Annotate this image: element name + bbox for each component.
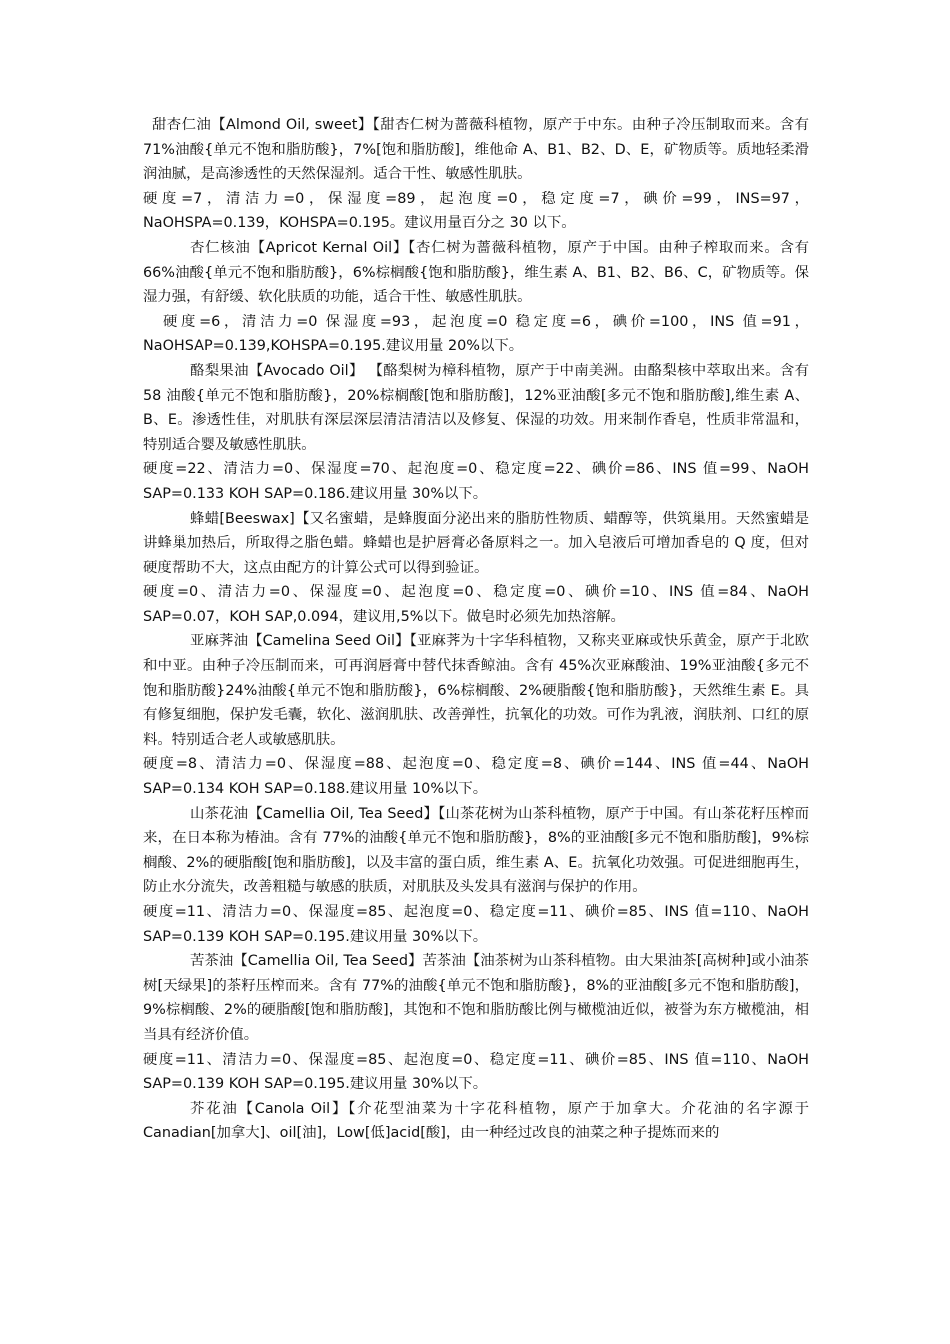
entry-beeswax	[143, 507, 809, 630]
entry-camelina-seed-oil	[143, 629, 809, 801]
entry-description: 山茶花油【Camellia Oil, Tea Seed】【山茶花树为山茶科植物，原产于中国。有山茶花籽压榨而来，在日本称为椿油。含有 77%的油酸{单元不饱和脂肪酸}，8%的亚油酸[多元不饱和脂肪酸]，9%棕榈酸、2%的硬脂酸[饱和脂肪酸]，以及丰富的蛋白质，维生素 A、E。抗氧化功效强。可促进细胞再生，防止水分流失，改善粗糙与敏感的肤质，对肌肤及头发具有滋润与保护的作用。	[143, 805, 809, 896]
entry-description: 甜杏仁油【Almond Oil, sweet】【甜杏仁树为蔷薇科植物，原产于中东。由种子冷压制取而来。含有 71%油酸{单元不饱和脂肪酸}，7%[饱和脂肪酸]，维他命 A、B1、B2、D、E，矿物质等。质地轻柔滑润油腻，是高渗透性的天然保湿剂。适合干性、敏感性肌肤。	[143, 117, 809, 183]
entry-properties: 硬度=0、清洁力=0、保湿度=0、起泡度=0、稳定度=0、碘价=10、INS 值=84、NaOH SAP=0.07，KOH SAP,0.094，建议用,5%以下。做皂时必须先加热溶解。	[143, 584, 809, 625]
entry-camellia-oil	[143, 802, 809, 950]
entry-description: 杏仁核油【Apricot Kernal Oil】【杏仁树为蔷薇科植物，原产于中国。由种子榨取而来。含有 66%油酸{单元不饱和脂肪酸}，6%棕榈酸{饱和脂肪酸}，维生素 A、B1、B2、B6、C，矿物质等。保湿力强，有舒缓、软化肤质的功能，适合干性、敏感性肌肤。	[143, 239, 809, 306]
entry-tea-seed-oil	[143, 949, 809, 1097]
entry-apricot-kernel-oil	[143, 236, 809, 359]
entry-properties: 硬度=7，清洁力=0，保湿度=89，起泡度=0，稳定度=7，碘价=99，INS=97，NaOHSPA=0.139，KOHSPA=0.195。建议用量百分之 30 以下。	[143, 190, 809, 232]
entry-properties: 硬度=22、清洁力=0、保湿度=70、起泡度=0、稳定度=22、碘价=86、INS 值=99、NaOH SAP=0.133 KOH SAP=0.186.建议用量 30%以下。	[143, 461, 809, 502]
entry-canola-oil	[143, 1097, 809, 1146]
entry-description: 苦茶油【Camellia Oil, Tea Seed】苦茶油【油茶树为山茶科植物。由大果油茶[高树种]或小油茶树[天绿果]的茶籽压榨而来。含有 77%的油酸{单元不饱和脂肪酸}，8%的亚油酸[多元不饱和脂肪酸]，9%棕榈酸、2%的硬脂酸[饱和脂肪酸]，其饱和不饱和脂肪酸比例与橄榄油近似，被誉为东方橄榄油，相当具有经济价值。	[143, 953, 809, 1043]
entry-almond-oil	[143, 113, 809, 236]
document-body	[143, 113, 809, 1146]
entry-description: 亚麻荠油【Camelina Seed Oil】【亚麻荠为十字华科植物，又称夹亚麻或快乐黄金，原产于北欧和中亚。由种子冷压制而来，可再润唇膏中替代抹香鲸油。含有 45%次亚麻酸油、19%亚油酸{多元不饱和脂肪酸}24%油酸{单元不饱和脂肪酸}，6%棕榈酸、2%硬脂酸{饱和脂肪酸}，天然维生素 E。具有修复细胞，保护发毛囊，软化、滋润肌肤、改善弹性，抗氧化的功效。可作为乳液，润肤剂、口红的原料。特别适合老人或敏感肌肤。	[143, 633, 809, 748]
entry-properties: 硬度=11、清洁力=0、保湿度=85、起泡度=0、稳定度=11、碘价=85、INS 值=110、NaOH SAP=0.139 KOH SAP=0.195.建议用量 30%以下。	[143, 904, 809, 945]
entry-properties: 硬度=8、清洁力=0、保湿度=88、起泡度=0、稳定度=8、碘价=144、INS 值=44、NaOH SAP=0.134 KOH SAP=0.188.建议用量 10%以下。	[143, 756, 809, 798]
entry-description: 芥花油【Canola Oil】【介花型油菜为十字花科植物，原产于加拿大。介花油的名字源于 Canadian[加拿大]、oil[油]，Low[低]acid[酸]，由一种经过改良的油菜之种子提炼而来的	[143, 1100, 809, 1142]
entry-description: 酪梨果油【Avocado Oil】 【酪梨树为樟科植物，原产于中南美洲。由酪梨核中萃取出来。含有 58 油酸{单元不饱和脂肪酸}，20%棕榈酸[饱和脂肪酸]，12%亚油酸[多元不饱和脂肪酸],维生素 A、B、E。渗透性佳，对肌肤有深层深层清洁清洁以及修复、保湿的功效。用来制作香皂，性质非常温和，特别适合婴及敏感性肌肤。	[143, 362, 809, 453]
entry-properties: 硬度=6，清洁力=0 保湿度=93，起泡度=0 稳定度=6，碘价=100，INS 值=91，NaOHSAP=0.139,KOHSPA=0.195.建议用量 20%以下。	[143, 313, 809, 355]
entry-properties: 硬度=11、清洁力=0、保湿度=85、起泡度=0、稳定度=11、碘价=85、INS 值=110、NaOH SAP=0.139 KOH SAP=0.195.建议用量 30%以下。	[143, 1051, 809, 1093]
entry-avocado-oil	[143, 359, 809, 507]
entry-description: 蜂蜡[Beeswax]【又名蜜蜡，是蜂腹面分泌出来的脂肪性物质、蜡醇等，供筑巢用。天然蜜蜡是讲蜂巢加热后，所取得之脂色蜡。蜂蜡也是护唇膏必备原料之一。加入皂液后可增加香皂的 Q 度，但对硬度帮助不大，这点由配方的计算公式可以得到验证。	[143, 510, 809, 576]
